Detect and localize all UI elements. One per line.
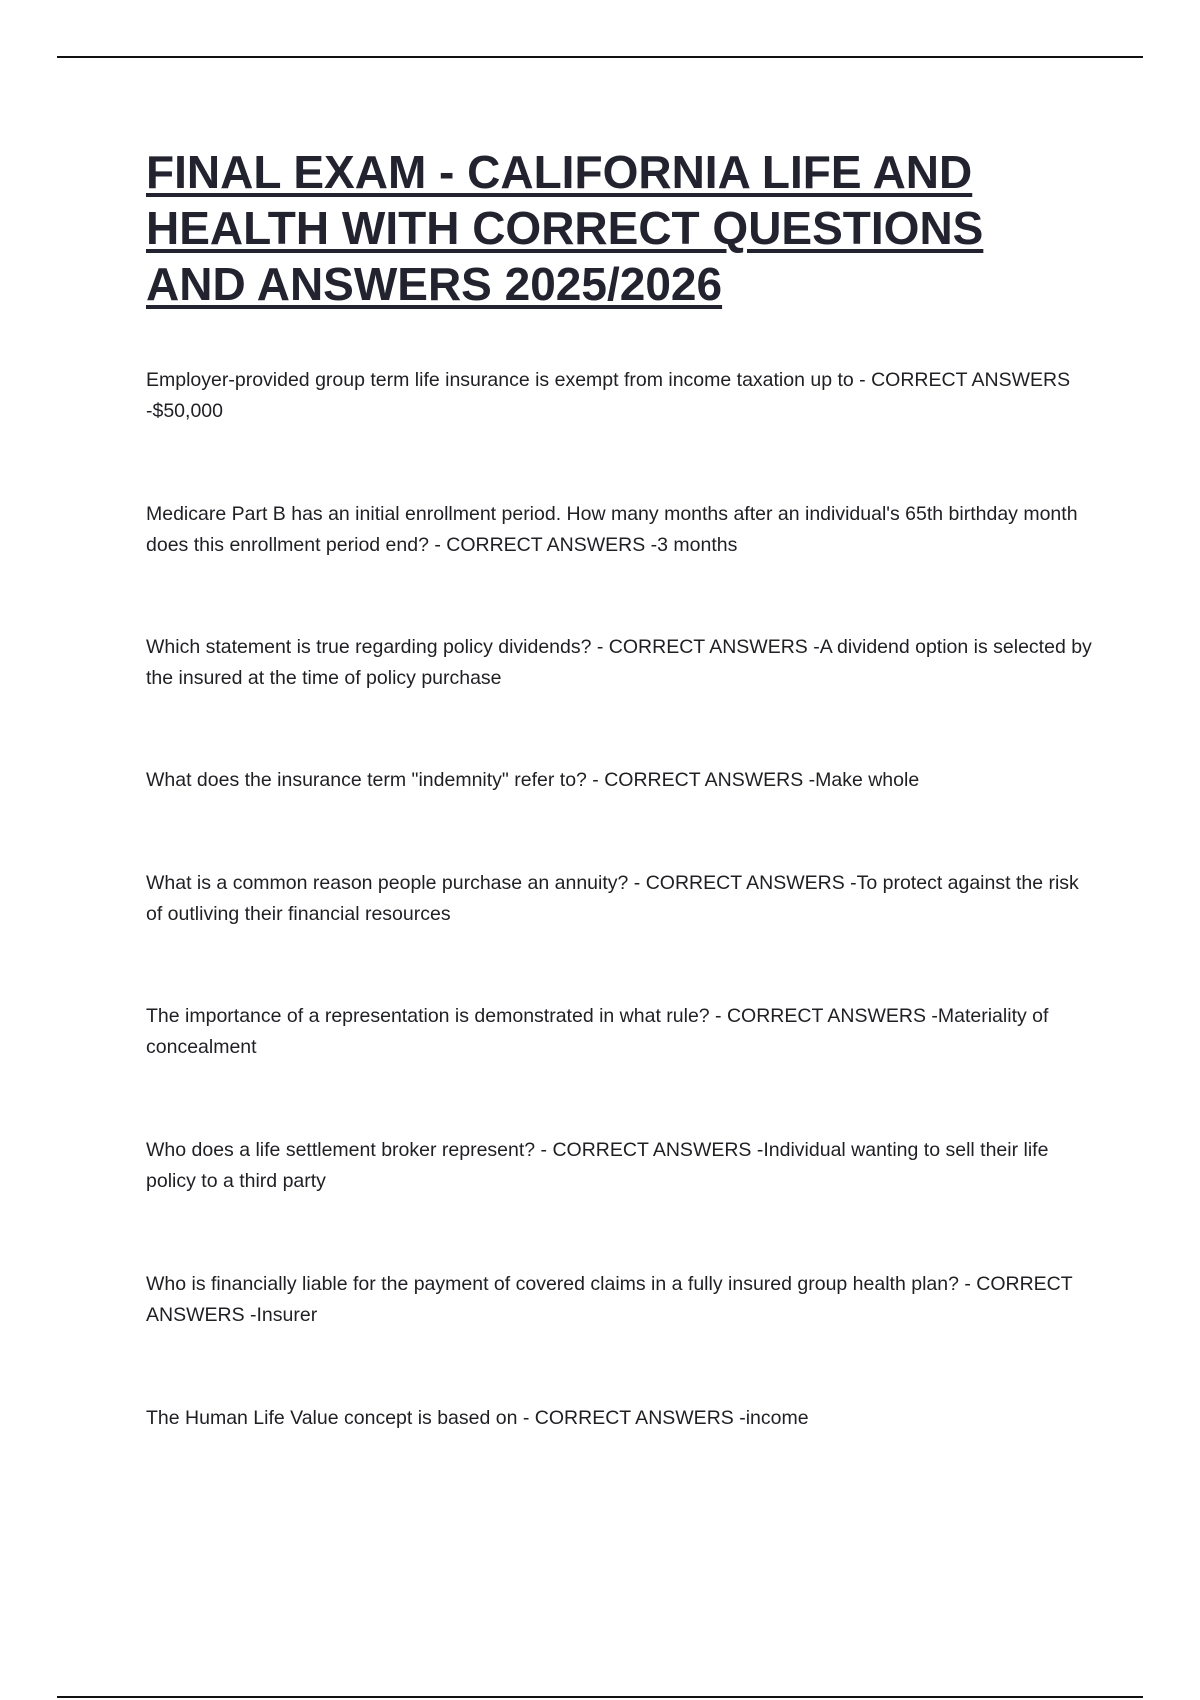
qa-item-6: The importance of a representation is demonstrated in what rule? - CORRECT ANSWERS -Materiality of concealment [146,1005,1049,1058]
qa-item-1: Employer-provided group term life insurance is exempt from income taxation up to - CORRECT ANSWERS -$50,000 [146,369,1071,422]
qa-item-4: What does the insurance term "indemnity" refer to? - CORRECT ANSWERS -Make whole [146,769,920,791]
qa-item-2: Medicare Part B has an initial enrollment period. How many months after an individual's 65th birthday month does this enrollment period end? - CORRECT ANSWERS -3 months [146,503,1078,556]
qa-item-8: Who is financially liable for the payment of covered claims in a fully insured group health plan? - CORRECT ANSWERS -Insurer [146,1273,1073,1326]
qa-item-7: Who does a life settlement broker represent? - CORRECT ANSWERS -Individual wanting to sell their life policy to a third party [146,1139,1049,1192]
bottom-rule [57,1696,1143,1698]
top-rule [57,56,1143,58]
qa-item-3: Which statement is true regarding policy dividends? - CORRECT ANSWERS -A dividend option is selected by the insured at the time of policy purchase [146,636,1092,689]
qa-item-9: The Human Life Value concept is based on - CORRECT ANSWERS -income [146,1407,809,1429]
document-title [146,144,1086,312]
qa-item-5: What is a common reason people purchase an annuity? - CORRECT ANSWERS -To protect against the risk of outliving their financial resources [146,872,1079,925]
document-title-text: FINAL EXAM - CALIFORNIA LIFE AND HEALTH WITH CORRECT QUESTIONS AND ANSWERS 2025/2026 [146,146,984,310]
